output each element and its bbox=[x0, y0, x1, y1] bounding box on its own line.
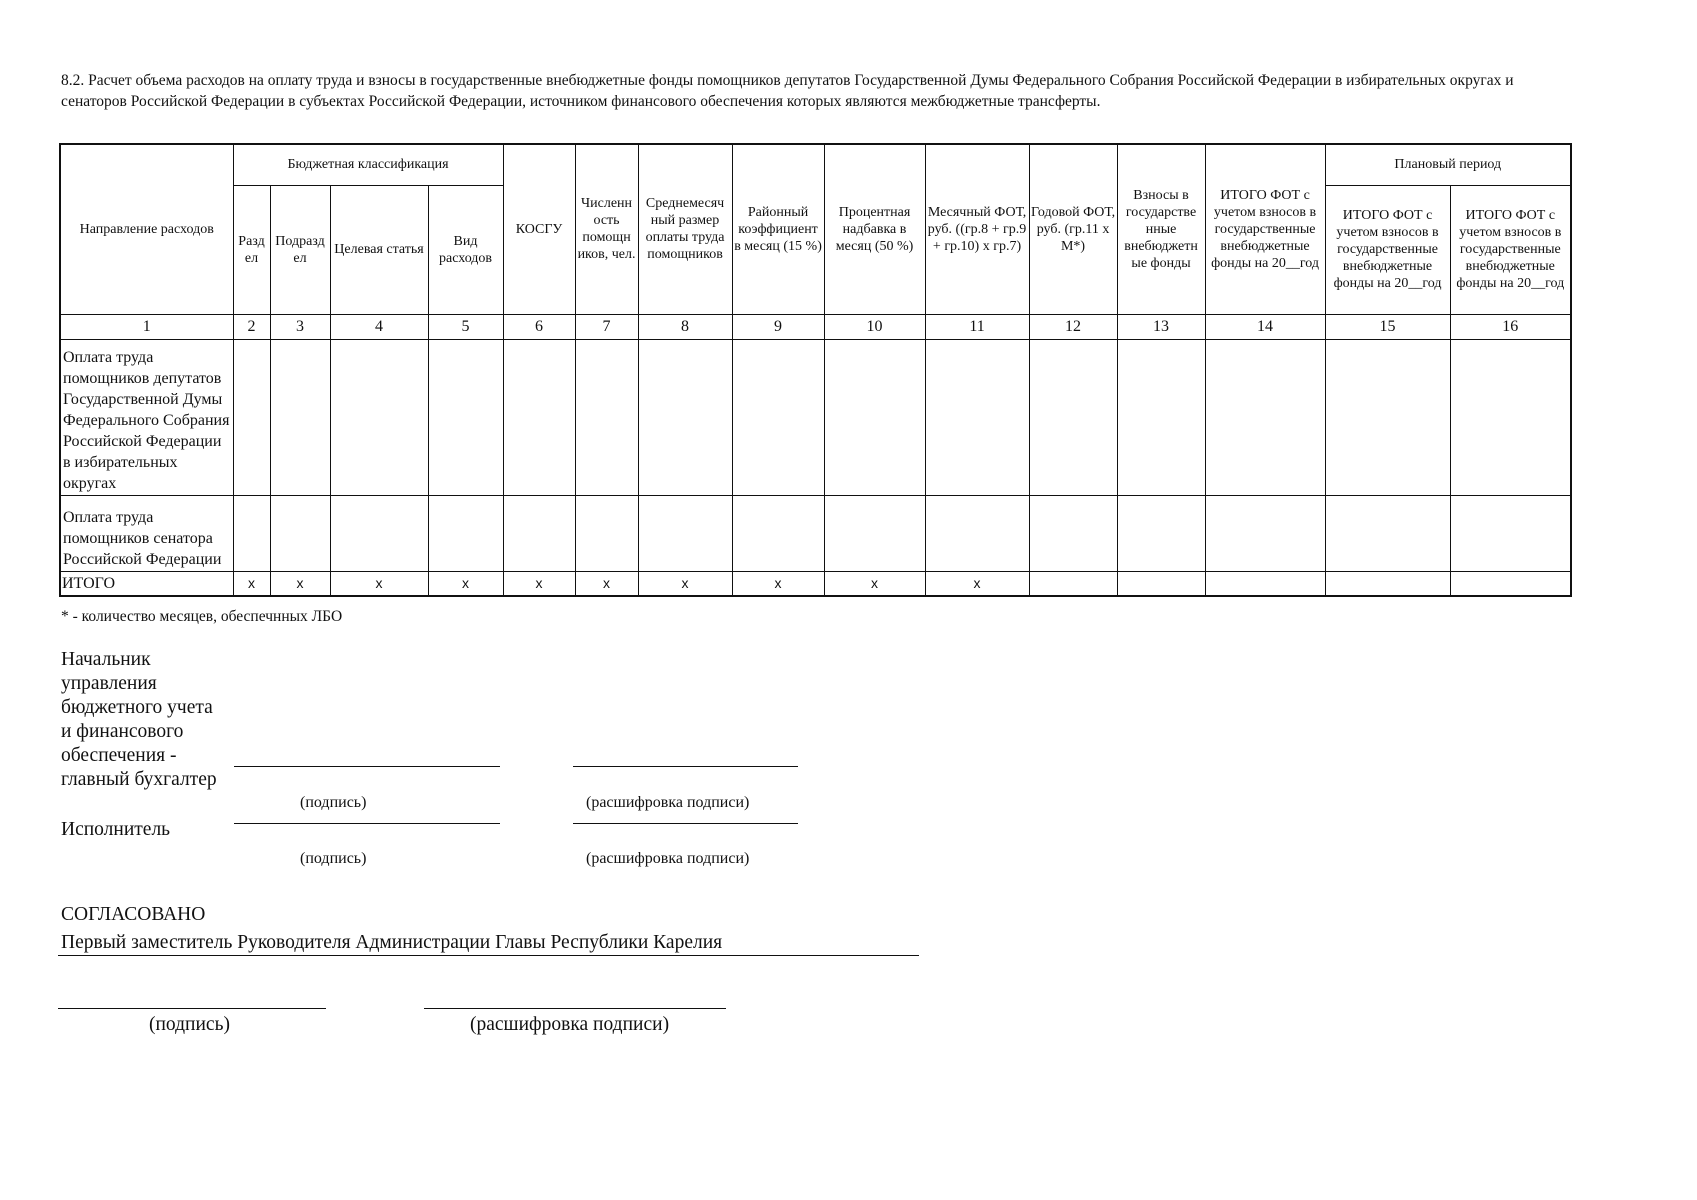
col-number: 12 bbox=[1029, 314, 1117, 339]
table-cell[interactable] bbox=[503, 495, 575, 571]
table-cell[interactable] bbox=[233, 495, 270, 571]
executor-signature-line[interactable] bbox=[234, 823, 500, 824]
table-cell[interactable] bbox=[1205, 495, 1325, 571]
table-cell[interactable] bbox=[925, 495, 1029, 571]
row-label-deputies: Оплата труда помощников депутатов Государственной Думы Федерального Собрания Российской Федерации в избирательных округах bbox=[60, 339, 233, 495]
executor-decode-line[interactable] bbox=[573, 823, 798, 824]
table-cell[interactable] bbox=[428, 495, 503, 571]
column-number-row bbox=[60, 314, 1571, 339]
agreed-position: Первый заместитель Руководителя Администрации Главы Республики Карелия bbox=[61, 932, 723, 953]
col-number: 5 bbox=[428, 314, 503, 339]
x-mark: x bbox=[270, 571, 330, 596]
total-label: ИТОГО bbox=[60, 571, 233, 596]
col-number: 2 bbox=[233, 314, 270, 339]
agreed-decode-caption: (расшифровка подписи) bbox=[470, 1014, 670, 1035]
table-cell[interactable] bbox=[1325, 339, 1450, 495]
table-cell[interactable] bbox=[503, 339, 575, 495]
col-number: 6 bbox=[503, 314, 575, 339]
agreed-sign-caption: (подпись) bbox=[149, 1014, 230, 1035]
header-planned-period: Плановый период bbox=[1325, 144, 1571, 185]
table-cell[interactable] bbox=[330, 339, 428, 495]
header-budget-classification: Бюджетная классификация bbox=[233, 144, 503, 185]
col-number: 11 bbox=[925, 314, 1029, 339]
table-cell[interactable] bbox=[1325, 571, 1450, 596]
agreed-decode-line[interactable] bbox=[424, 1008, 726, 1009]
header-row-1 bbox=[60, 144, 1571, 185]
chief-title-line: Начальник bbox=[61, 649, 151, 670]
agreed-signature-line[interactable] bbox=[58, 1008, 326, 1009]
x-mark: x bbox=[428, 571, 503, 596]
col-number: 13 bbox=[1117, 314, 1205, 339]
agreed-title: СОГЛАСОВАНО bbox=[61, 904, 206, 925]
executor-label: Исполнитель bbox=[61, 819, 171, 840]
x-mark: x bbox=[638, 571, 732, 596]
header-direction: Направление расходов bbox=[60, 144, 233, 314]
table-cell[interactable] bbox=[575, 495, 638, 571]
x-mark: x bbox=[824, 571, 925, 596]
header-annual-fot: Годовой ФОТ, руб. (гр.11 х М*) bbox=[1029, 144, 1117, 314]
x-mark: x bbox=[732, 571, 824, 596]
table-cell[interactable] bbox=[1029, 339, 1117, 495]
col-number: 8 bbox=[638, 314, 732, 339]
chief-title-line: управления bbox=[61, 673, 157, 694]
chief-title-line: и финансового bbox=[61, 721, 184, 742]
header-count: Численн ость помощн иков, чел. bbox=[575, 144, 638, 314]
executor-decode-caption: (расшифровка подписи) bbox=[586, 850, 750, 867]
table-row-deputies bbox=[60, 339, 1571, 495]
table-cell[interactable] bbox=[1450, 339, 1571, 495]
table-cell[interactable] bbox=[824, 339, 925, 495]
table-cell[interactable] bbox=[1029, 571, 1117, 596]
chief-decode-caption: (расшифровка подписи) bbox=[586, 794, 750, 811]
header-avg-pay: Среднемесяч ный размер оплаты труда помощников bbox=[638, 144, 732, 314]
table-cell[interactable] bbox=[638, 495, 732, 571]
table-cell[interactable] bbox=[1325, 495, 1450, 571]
header-bonus: Процентная надбавка в месяц (50 %) bbox=[824, 144, 925, 314]
table-cell[interactable] bbox=[1117, 495, 1205, 571]
table-cell[interactable] bbox=[1450, 495, 1571, 571]
expense-table bbox=[59, 143, 1572, 597]
chief-signature-line[interactable] bbox=[234, 766, 500, 767]
x-mark: x bbox=[330, 571, 428, 596]
header-planned-year-1: ИТОГО ФОТ с учетом взносов в государственные внебюджетные фонды на 20__год bbox=[1325, 185, 1450, 314]
chief-title-line: главный бухгалтер bbox=[61, 769, 217, 790]
executor-sign-caption: (подпись) bbox=[300, 850, 367, 867]
table-cell[interactable] bbox=[824, 495, 925, 571]
x-mark: x bbox=[503, 571, 575, 596]
header-subsection: Подразд ел bbox=[270, 185, 330, 314]
col-number: 15 bbox=[1325, 314, 1450, 339]
table-cell[interactable] bbox=[1205, 339, 1325, 495]
table-cell[interactable] bbox=[732, 495, 824, 571]
chief-sign-caption: (подпись) bbox=[300, 794, 367, 811]
table-cell[interactable] bbox=[270, 339, 330, 495]
table-cell[interactable] bbox=[925, 339, 1029, 495]
table-cell[interactable] bbox=[233, 339, 270, 495]
col-number: 9 bbox=[732, 314, 824, 339]
col-number: 3 bbox=[270, 314, 330, 339]
chief-title-line: бюджетного учета bbox=[61, 697, 213, 718]
table-cell[interactable] bbox=[575, 339, 638, 495]
header-total-fot: ИТОГО ФОТ с учетом взносов в государственные внебюджетные фонды на 20__год bbox=[1205, 144, 1325, 314]
table-cell[interactable] bbox=[1029, 495, 1117, 571]
table-row-total bbox=[60, 571, 1571, 596]
header-kosgu: КОСГУ bbox=[503, 144, 575, 314]
table-row-senators bbox=[60, 495, 1571, 571]
intro-paragraph: 8.2. Расчет объема расходов на оплату труда и взносы в государственные внебюджетные фонды помощников депутатов Государственной Думы Федерального Собрания Российской Федерации в избирательных округах и сенаторов Российской Федерации в субъектах Российской Федерации, источником финансового обеспечения которых являются межбюджетные трансферты. bbox=[61, 72, 1514, 110]
x-mark: x bbox=[575, 571, 638, 596]
table-cell[interactable] bbox=[1117, 571, 1205, 596]
table-cell[interactable] bbox=[330, 495, 428, 571]
table-cell[interactable] bbox=[1117, 339, 1205, 495]
header-planned-year-2: ИТОГО ФОТ с учетом взносов в государственные внебюджетные фонды на 20__год bbox=[1450, 185, 1571, 314]
x-mark: x bbox=[925, 571, 1029, 596]
chief-accountant-title bbox=[61, 648, 217, 792]
col-number: 7 bbox=[575, 314, 638, 339]
col-number: 1 bbox=[60, 314, 233, 339]
table-cell[interactable] bbox=[270, 495, 330, 571]
chief-title-line: обеспечения - bbox=[61, 745, 177, 766]
table-cell[interactable] bbox=[1205, 571, 1325, 596]
header-monthly-fot: Месячный ФОТ, руб. ((гр.8 + гр.9 + гр.10) х гр.7) bbox=[925, 144, 1029, 314]
agreed-position-underline bbox=[58, 955, 919, 956]
x-mark: x bbox=[233, 571, 270, 596]
table-cell[interactable] bbox=[1450, 571, 1571, 596]
row-label-senators: Оплата труда помощников сенатора Российской Федерации bbox=[60, 495, 233, 571]
table-cell[interactable] bbox=[638, 339, 732, 495]
footnote: * - количество месяцев, обеспечнных ЛБО bbox=[61, 608, 343, 625]
col-number: 14 bbox=[1205, 314, 1325, 339]
header-contributions: Взносы в государстве нные внебюджетн ые фонды bbox=[1117, 144, 1205, 314]
col-number: 10 bbox=[824, 314, 925, 339]
chief-decode-line[interactable] bbox=[573, 766, 798, 767]
header-expense-type: Вид расходов bbox=[428, 185, 503, 314]
col-number: 16 bbox=[1450, 314, 1571, 339]
header-regional-coef: Районный коэффициент в месяц (15 %) bbox=[732, 144, 824, 314]
header-section: Разд ел bbox=[233, 185, 270, 314]
table-cell[interactable] bbox=[428, 339, 503, 495]
col-number: 4 bbox=[330, 314, 428, 339]
table-cell[interactable] bbox=[732, 339, 824, 495]
header-target-article: Целевая статья bbox=[330, 185, 428, 314]
